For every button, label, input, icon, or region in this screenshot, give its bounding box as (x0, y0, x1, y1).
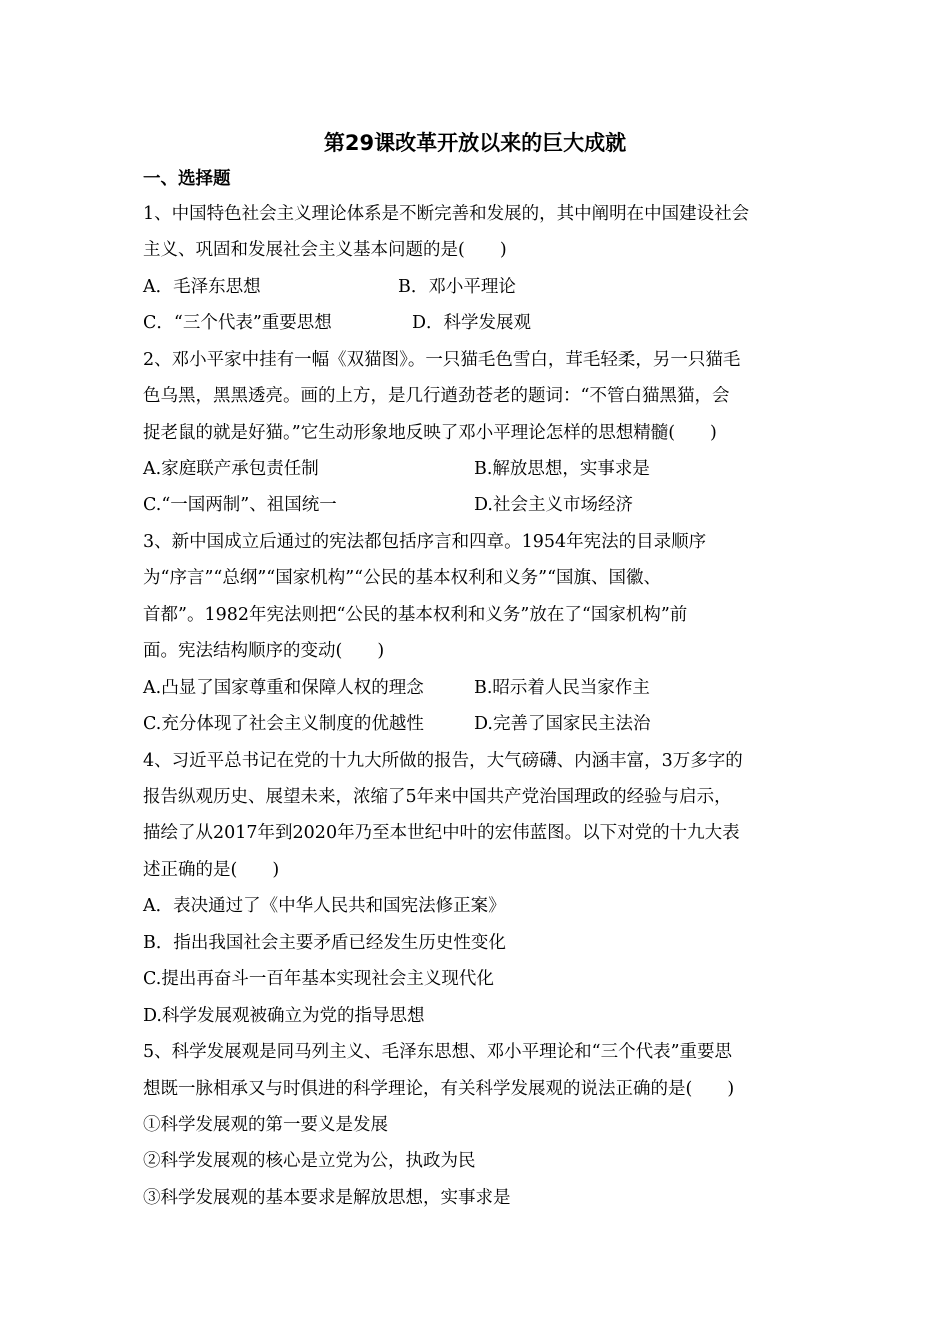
q4-option-a: A．表决通过了《中华人民共和国宪法修正案》 (143, 896, 506, 916)
q3-stem-line-1: 3、新中国成立后通过的宪法都包括序言和四章。1954年宪法的目录顺序 (143, 532, 707, 552)
q1-option-d: D．科学发展观 (412, 313, 532, 333)
q2-stem-line-2: 色乌黑，黑黑透亮。画的上方，是几行遒劲苍老的题词：“不管白猫黑猫，会 (143, 386, 730, 406)
q5-item-3: ③科学发展观的基本要求是解放思想，实事求是 (143, 1188, 511, 1208)
q5-stem-line-1: 5、科学发展观是同马列主义、毛泽东思想、邓小平理论和“三个代表”重要思 (143, 1042, 733, 1062)
q1-stem-line-1: 1、中国特色社会主义理论体系是不断完善和发展的，其中阐明在中国建设社会 (143, 204, 750, 224)
q3-stem-line-3: 首都”。1982年宪法则把“公民的基本权利和义务”放在了“国家机构”前 (143, 605, 688, 625)
q3-stem-line-4: 面。宪法结构顺序的变动( ) (143, 641, 385, 661)
q3-option-a: A.凸显了国家尊重和保障人权的理念 (143, 678, 424, 698)
q4-option-c: C.提出再奋斗一百年基本实现社会主义现代化 (143, 969, 494, 989)
q4-stem-line-4: 述正确的是( ) (143, 860, 280, 880)
q2-stem-line-1: 2、邓小平家中挂有一幅《双猫图》。一只猫毛色雪白，茸毛轻柔，另一只猫毛 (143, 350, 741, 370)
q3-option-b: B.昭示着人民当家作主 (474, 678, 650, 698)
q4-option-d: D.科学发展观被确立为党的指导思想 (143, 1006, 425, 1026)
q2-option-b: B.解放思想，实事求是 (474, 459, 650, 479)
q3-option-c: C.充分体现了社会主义制度的优越性 (143, 714, 424, 734)
section-heading: 一、选择题 (143, 169, 231, 189)
q1-option-c: C．“三个代表”重要思想 (143, 313, 332, 333)
q2-stem-line-3: 捉老鼠的就是好猫。”它生动形象地反映了邓小平理论怎样的思想精髓( ) (143, 423, 717, 443)
q2-option-a: A.家庭联产承包责任制 (143, 459, 319, 479)
q2-option-d: D.社会主义市场经济 (474, 495, 633, 515)
q1-option-b: B．邓小平理论 (398, 277, 516, 297)
page-title: 第29课改革开放以来的巨大成就 (323, 131, 627, 155)
q5-stem-line-2: 想既一脉相承又与时俱进的科学理论，有关科学发展观的说法正确的是( ) (143, 1079, 735, 1099)
q3-option-d: D.完善了国家民主法治 (474, 714, 651, 734)
q5-item-2: ②科学发展观的核心是立党为公，执政为民 (143, 1151, 476, 1171)
q1-stem-line-2: 主义、巩固和发展社会主义基本问题的是( ) (143, 240, 507, 260)
q4-option-b: B．指出我国社会主要矛盾已经发生历史性变化 (143, 933, 506, 953)
q1-option-a: A．毛泽东思想 (143, 277, 261, 297)
q5-item-1: ①科学发展观的第一要义是发展 (143, 1115, 388, 1135)
q2-option-c: C.“一国两制”、祖国统一 (143, 495, 337, 515)
q4-stem-line-1: 4、习近平总书记在党的十九大所做的报告，大气磅礴、内涵丰富，3万多字的 (143, 751, 743, 771)
q4-stem-line-3: 描绘了从2017年到2020年乃至本世纪中叶的宏伟蓝图。以下对党的十九大表 (143, 823, 740, 843)
q4-stem-line-2: 报告纵观历史、展望未来，浓缩了5年来中国共产党治国理政的经验与启示， (143, 787, 732, 807)
q3-stem-line-2: 为“序言”“总纲”“国家机构”“公民的基本权利和义务”“国旗、国徽、 (143, 568, 662, 588)
